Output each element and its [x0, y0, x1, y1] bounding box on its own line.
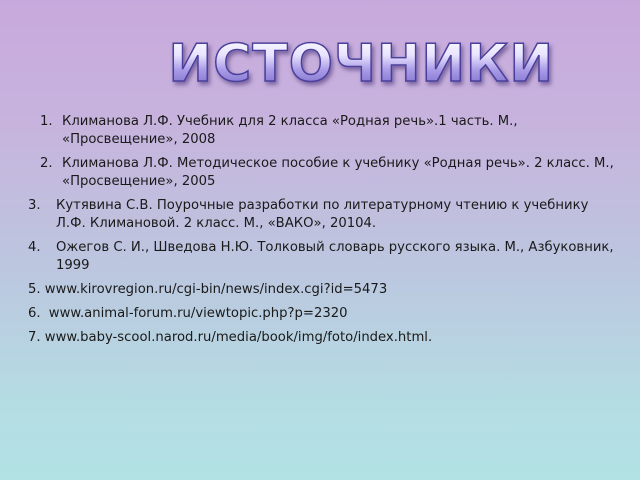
slide-title-container	[0, 34, 600, 94]
source-number: 7.	[28, 330, 41, 345]
source-number: 3.	[28, 198, 41, 213]
source-item-3	[28, 197, 619, 233]
source-link[interactable]: www.kirovregion.ru/cgi-bin/news/index.cgi?id=5473	[44, 282, 388, 297]
source-item-6	[28, 305, 619, 323]
sources-list	[28, 113, 619, 353]
source-number: 5.	[28, 282, 41, 297]
source-text: Ожегов С. И., Шведова Н.Ю. Толковый словарь русского языка. М., Азбуковник, 1999	[56, 240, 614, 273]
source-number: 4.	[28, 240, 41, 255]
source-link[interactable]: www.baby-scool.narod.ru/media/book/img/foto/index.html.	[44, 330, 433, 345]
source-number: 6.	[28, 306, 41, 321]
source-text: Климанова Л.Ф. Методическое пособие к учебнику «Родная речь». 2 класс. М., «Просвещение», 2005	[62, 156, 614, 189]
slide-title: ИСТОЧНИКИ	[168, 34, 554, 94]
source-item-4	[28, 239, 619, 275]
source-number: 2.	[40, 156, 53, 171]
source-number: 1.	[40, 114, 53, 129]
source-link[interactable]: www.animal-forum.ru/viewtopic.php?p=2320	[48, 306, 348, 321]
source-text: Кутявина С.В. Поурочные разработки по литературному чтению к учебнику Л.Ф. Климановой. 2 класс. М., «ВАКО», 20104.	[56, 198, 589, 231]
source-item-2	[34, 155, 619, 191]
source-text: Климанова Л.Ф. Учебник для 2 класса «Родная речь».1 часть. М., «Просвещение», 2008	[62, 114, 518, 147]
source-item-1	[34, 113, 619, 149]
source-item-7	[28, 329, 619, 347]
source-item-5	[28, 281, 619, 299]
